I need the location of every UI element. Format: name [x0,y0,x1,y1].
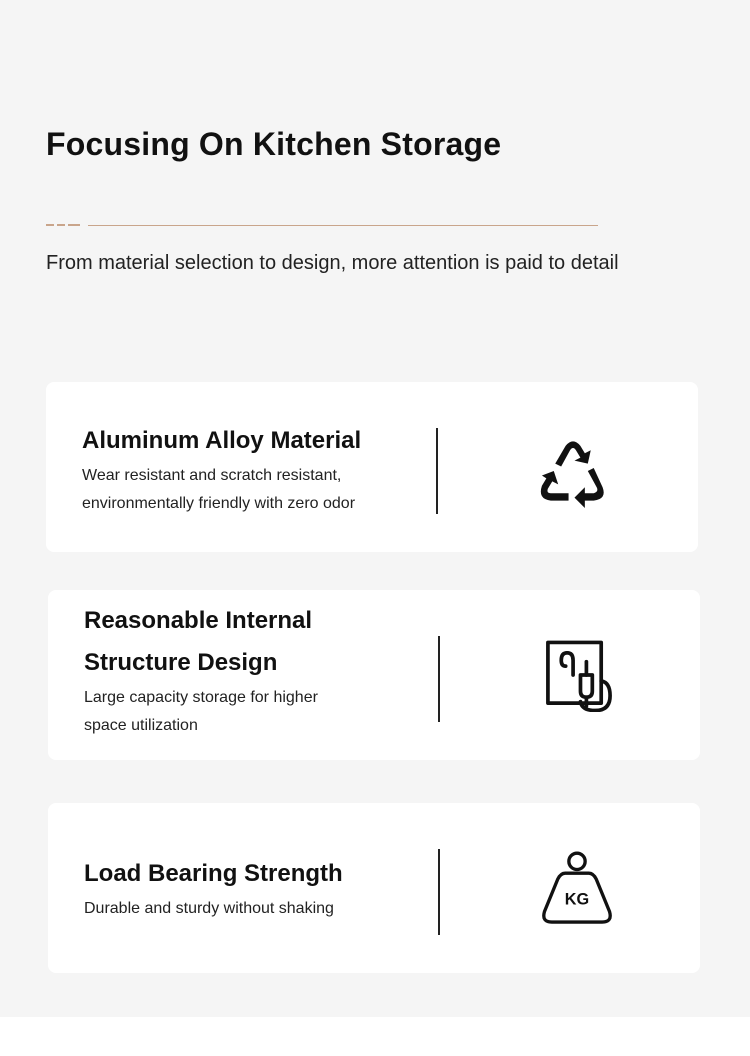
page-title: Focusing On Kitchen Storage [46,126,502,162]
title-divider [46,223,598,227]
feature-heading: Aluminum Alloy Material [82,427,362,454]
storage-hook-icon [542,638,616,712]
card-divider [436,428,438,514]
card-divider [438,636,440,722]
page-subtitle: From material selection to design, more attention is paid to detail [46,252,619,274]
svg-text:KG: KG [564,890,590,909]
recycle-icon [536,434,610,508]
feature-text [82,420,412,518]
feature-card-structure [48,590,700,760]
feature-card-load-bearing [48,803,700,973]
weight-icon [540,851,614,925]
feature-text [84,853,414,923]
feature-description: Large capacity storage for higher space utilization [84,689,318,734]
feature-heading: Reasonable Internal Structure Design [84,607,313,676]
card-divider [438,849,440,935]
feature-description: Durable and sturdy without shaking [84,900,334,917]
feature-card-aluminum [46,382,698,552]
feature-heading: Load Bearing Strength [84,860,343,887]
feature-text [84,600,414,740]
feature-description: Wear resistant and scratch resistant, environmentally friendly with zero odor [82,467,356,512]
